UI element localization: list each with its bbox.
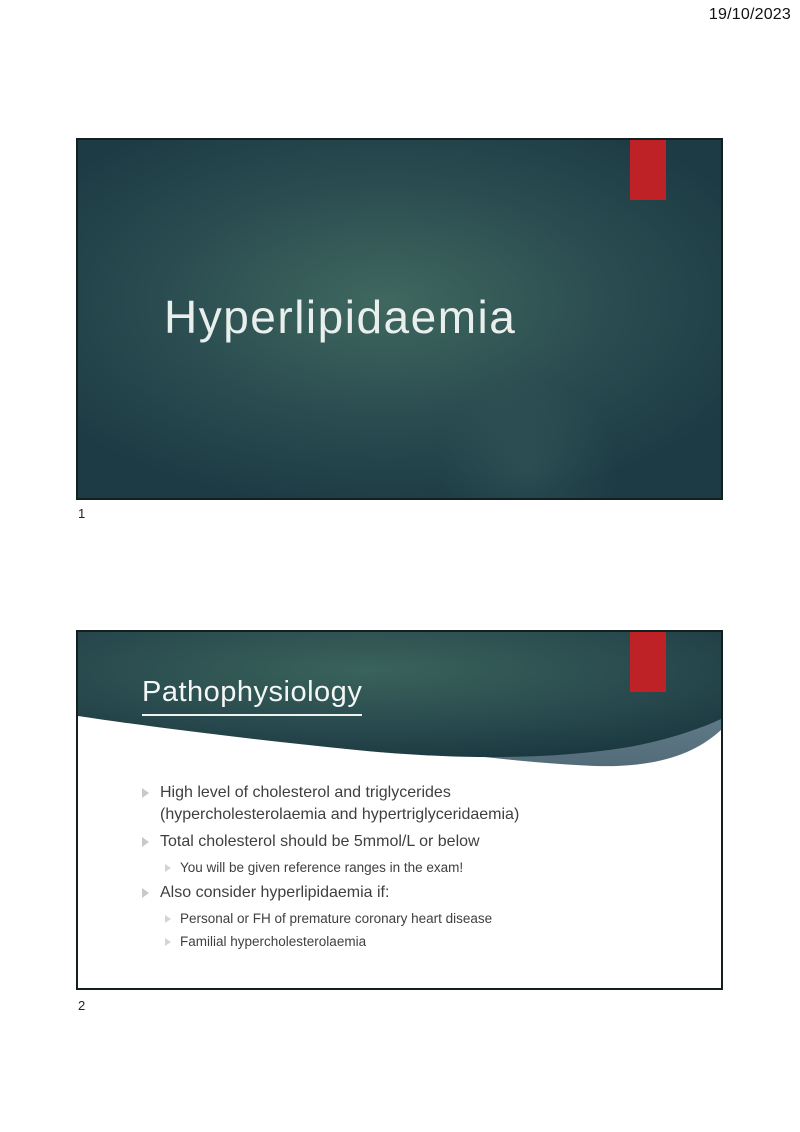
page-number-2: 2 [78, 998, 86, 1013]
bullet-item [142, 882, 590, 904]
bullet-item [165, 859, 590, 877]
bullet-text: Also consider hyperlipidaemia if: [160, 884, 390, 902]
bullet-item [142, 782, 590, 825]
bullet-triangle-icon [165, 864, 171, 872]
slide-1 [76, 138, 723, 500]
bullet-item [165, 910, 590, 928]
bullet-triangle-icon [142, 788, 149, 798]
slide-2-heading: Pathophysiology [142, 676, 362, 716]
bullet-text: Personal or FH of premature coronary heart disease [180, 910, 493, 926]
red-accent-bar [630, 632, 666, 692]
red-accent-bar [630, 140, 666, 200]
page-number-1: 1 [78, 506, 86, 521]
bullet-triangle-icon [165, 915, 171, 923]
bullet-text: You will be given reference ranges in the exam! [180, 859, 464, 875]
bullet-text: High level of cholesterol and triglycerides (hypercholesterolaemia and hypertriglyceridaemia) [160, 784, 520, 823]
bullet-triangle-icon [142, 837, 149, 847]
bullet-text: Familial hypercholesterolaemia [180, 934, 367, 950]
bullet-triangle-icon [142, 888, 149, 898]
bullet-triangle-icon [165, 938, 171, 946]
bullet-text: Total cholesterol should be 5mmol/L or below [160, 833, 480, 851]
bullet-item [142, 831, 590, 853]
bullet-item [165, 933, 590, 951]
slide-1-title: Hyperlipidaemia [164, 291, 517, 343]
bullet-list [142, 782, 590, 957]
print-date: 19/10/2023 [708, 6, 791, 23]
slide-2 [76, 630, 723, 990]
